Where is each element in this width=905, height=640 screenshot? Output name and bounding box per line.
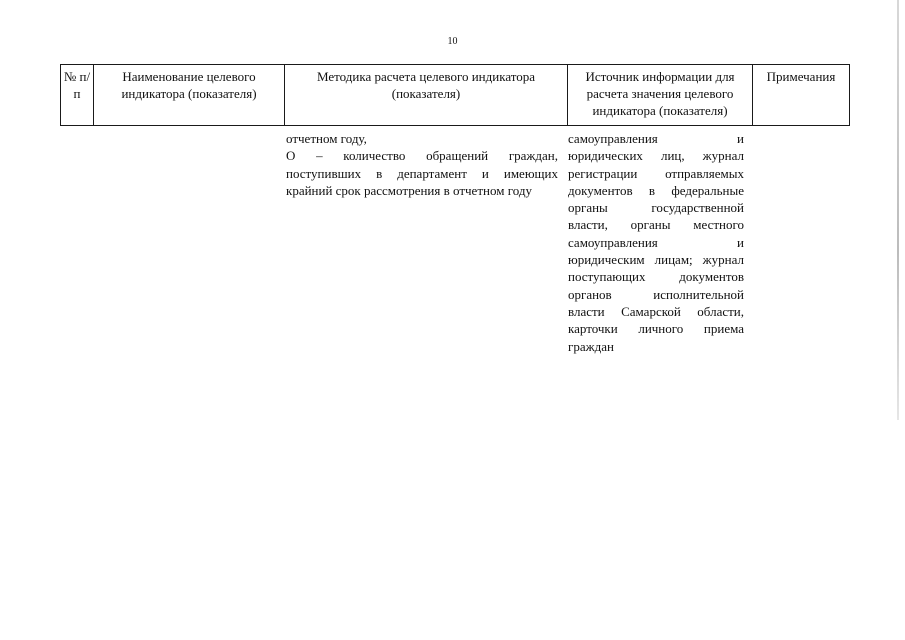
header-row (61, 65, 850, 126)
page-number: 10 (447, 36, 458, 47)
header-cell-method: Методика расчета целевого индикатора (показателя) (285, 65, 568, 126)
method-text-definition: О – количество обращений граждан, поступивших в департамент и имеющих крайний срок рассмотрения в отчетном году (286, 148, 558, 198)
header-cell-number: № п/п (61, 65, 94, 126)
source-text: самоуправления и юридических лиц, журнал регистрации отправляемых документов в федеральные органы государственной власти, органы местного самоуправления и юридическим лицам; журнал поступающих документов органов исполнительной власти Самарской области, карточки личного приема граждан (568, 131, 744, 354)
method-text-column (286, 130, 558, 199)
scan-edge-line (897, 0, 899, 420)
indicator-table-header (60, 64, 850, 126)
header-cell-source: Источник информации для расчета значения целевого индикатора (показателя) (568, 65, 753, 126)
source-text-column (568, 130, 744, 355)
method-text-line-1: отчетном году, (286, 131, 367, 146)
header-cell-indicator-name: Наименование целевого индикатора (показателя) (94, 65, 285, 126)
header-cell-notes: Примечания (753, 65, 850, 126)
